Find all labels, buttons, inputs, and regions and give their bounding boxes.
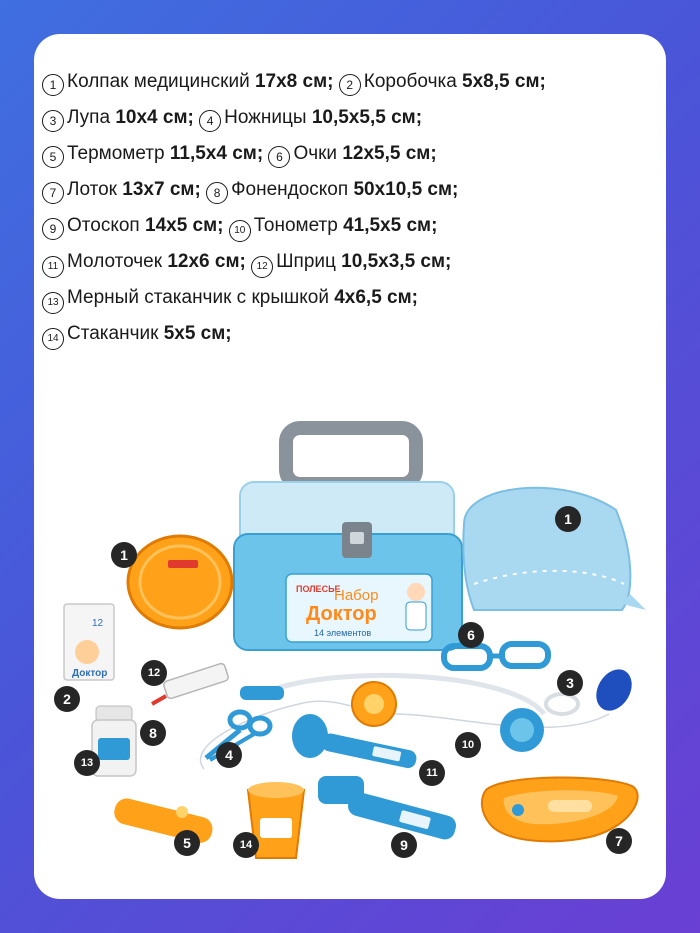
item-number: 5 [42, 146, 64, 168]
case-brand: ПОЛЕСЬЕ [296, 584, 341, 594]
item-name: Коробочка [363, 71, 457, 92]
item-number: 6 [268, 146, 290, 168]
glasses [444, 644, 548, 668]
item-size: 10,5х5,5 см; [311, 107, 423, 128]
item-name: Молоточек [67, 251, 163, 272]
item-size: 5х5 см; [163, 323, 232, 344]
spec-item [42, 323, 232, 344]
item-number: 13 [42, 292, 64, 314]
spec-item [42, 179, 201, 200]
item-size: 10х4 см; [115, 107, 194, 128]
callout-marker: 1 [555, 506, 581, 532]
spec-row [42, 172, 660, 208]
spec-row [42, 100, 660, 136]
item-name: Колпак медицинский [67, 71, 250, 92]
item-size: 12х6 см; [167, 251, 246, 272]
item-name: Термометр [67, 143, 165, 164]
item-size: 4х6,5 см; [334, 287, 418, 308]
callout-marker: 1 [111, 542, 137, 568]
spec-item [42, 215, 224, 236]
medical-cap [463, 488, 646, 610]
callout-marker: 7 [606, 828, 632, 854]
callout-marker: 10 [455, 732, 481, 758]
callout-marker: 2 [54, 686, 80, 712]
spec-item [42, 107, 194, 128]
callout-marker: 14 [233, 832, 259, 858]
item-number: 11 [42, 256, 64, 278]
doctor-case [234, 428, 462, 650]
callout-marker: 4 [216, 742, 242, 768]
item-size: 14х5 см; [145, 215, 224, 236]
item-size: 10,5х3,5 см; [341, 251, 452, 272]
item-name: Шприц [276, 251, 336, 272]
item-number: 14 [42, 328, 64, 350]
spec-item [42, 71, 333, 92]
item-name: Ножницы [224, 107, 307, 128]
item-size: 50х10,5 см; [353, 179, 459, 200]
tonometer-tube [274, 675, 544, 714]
item-size: 13х7 см; [122, 179, 201, 200]
callout-marker: 13 [74, 750, 100, 776]
spec-item [251, 251, 451, 272]
magnifier [546, 694, 578, 714]
item-number: 9 [42, 218, 64, 240]
item-size: 17х8 см; [254, 71, 334, 92]
item-name: Лупа [67, 107, 111, 128]
case-title-2: Доктор [306, 603, 377, 625]
case-title-1: Набор [334, 587, 379, 604]
item-number: 10 [229, 220, 251, 242]
callout-marker: 11 [419, 760, 445, 786]
item-size: 12х5,5 см; [342, 143, 437, 164]
small-box-number: 12 [92, 618, 104, 629]
item-name: Лоток [67, 179, 117, 200]
product-card [34, 34, 666, 899]
spec-item [42, 143, 263, 164]
item-number: 2 [339, 74, 361, 96]
spec-row [42, 280, 660, 316]
small-box [64, 604, 114, 680]
spec-row [42, 208, 660, 244]
spec-item [339, 71, 546, 92]
item-number: 4 [199, 110, 221, 132]
item-name: Фонендоскоп [231, 179, 349, 200]
reflex-hammer [292, 714, 418, 770]
item-number: 7 [42, 182, 64, 204]
case-title-3: 14 элементов [314, 628, 372, 638]
item-number: 8 [206, 182, 228, 204]
spec-item [229, 215, 438, 236]
spec-item [199, 107, 422, 128]
toys-illustration [34, 414, 666, 899]
callout-marker: 3 [557, 670, 583, 696]
item-size: 41,5х5 см; [343, 215, 438, 236]
item-name: Очки [293, 143, 338, 164]
callout-marker: 9 [391, 832, 417, 858]
spec-row [42, 64, 660, 100]
callout-marker: 6 [458, 622, 484, 648]
item-size: 5х8,5 см; [462, 71, 546, 92]
spec-row [42, 316, 660, 352]
spec-item [42, 287, 418, 308]
callout-marker: 12 [141, 660, 167, 686]
item-name: Стаканчик [67, 323, 159, 344]
small-box-label: Доктор [72, 668, 108, 679]
item-number: 1 [42, 74, 64, 96]
thermometer [112, 796, 215, 845]
round-case [128, 536, 232, 628]
spec-row [42, 244, 660, 280]
spec-list [42, 64, 660, 352]
spec-item [42, 251, 246, 272]
item-name: Мерный стаканчик с крышкой [67, 287, 329, 308]
spec-row [42, 136, 660, 172]
spec-item [206, 179, 458, 200]
item-name: Тонометр [253, 215, 338, 236]
item-size: 11,5х4 см; [169, 143, 264, 164]
item-name: Отоскоп [67, 215, 140, 236]
product-photo [34, 414, 666, 899]
item-number: 12 [251, 256, 273, 278]
otoscope [318, 776, 458, 842]
item-number: 3 [42, 110, 64, 132]
spec-item [268, 143, 436, 164]
callout-marker: 8 [140, 720, 166, 746]
callout-marker: 5 [174, 830, 200, 856]
